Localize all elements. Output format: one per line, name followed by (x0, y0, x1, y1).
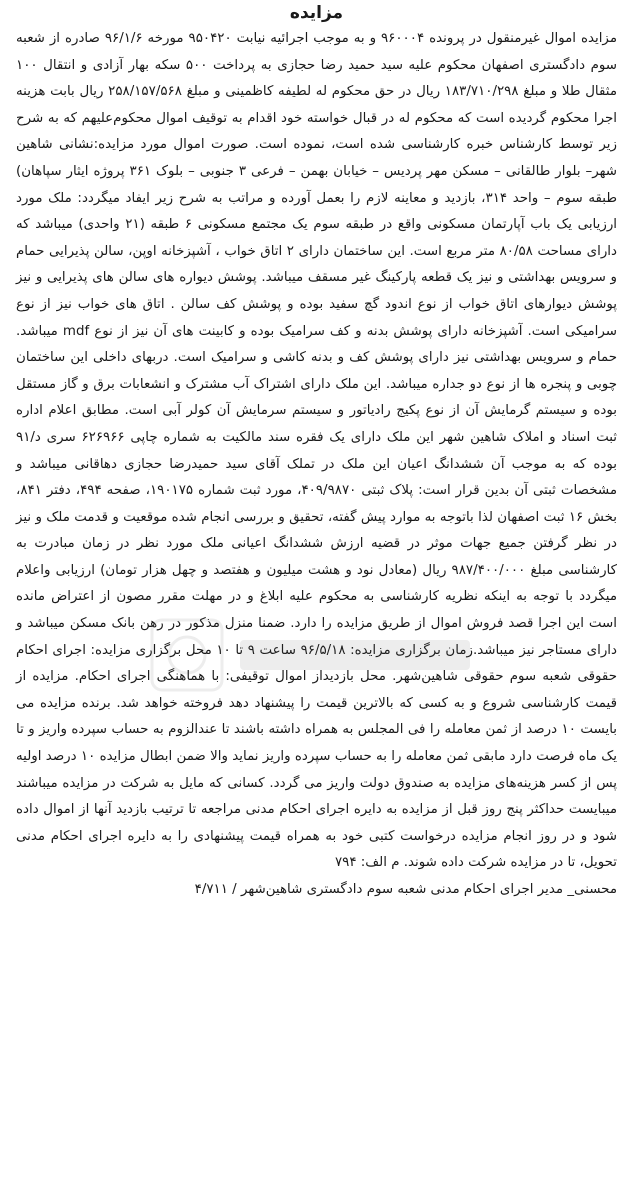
notice-title: مزایده (289, 3, 344, 23)
notice-signature: محسنی_ مدیر اجرای احکام مدنی شعبه سوم دادگستری شاهین‌شهر / ۴/۷۱۱ (194, 882, 617, 897)
notice-body: مزایده اموال غیرمنقول در پرونده ۹۶۰۰۰۴ و به موجب اجرائیه نیابت ۹۵۰۴۲۰ مورخه ۹۶/۱/۶ صادره از شعبه سوم دادگستری اصفهان محکوم علیه سید حمید رضا حجازی به پرداخت ۵۰۰ سکه بهار آزادی و انتقال ۱۰۰ مثقال طلا و مبلغ ۱۸۳/۷۱۰/۲۹۸ ریال در حق محکوم له لطیفه کاظمینی و مبلغ ۲۵۸/۱۵۷/۵۶۸ ریال بابت هزینه اجرا محکوم گردیده است که محکوم له در قبال خواسته خود اقدام به توقیف اموال محکوم‌علیهم که به شرح زیر توسط کارشناس خبره کارشناسی شده است، نموده است. صورت اموال مورد مزایده:نشانی شاهین شهر– بلوار طالقانی – مسکن مهر پردیس – خیابان بهمن – فرعی ۳ جنوبی – بلوک ۳۶۱ پروژه ایثار سپاهان) طبقه سوم – واحد ۳۱۴، بازدید و معاینه لازم را بعمل آورده و مراتب به شرح زیر ایفاد میگردد: ملک مورد ارزیابی یک باب آپارتمان مسکونی واقع در طبقه سوم یک مجتمع مسکونی ۶ طبقه (۲۱ واحدی) میباشد که دارای مساحت ۸۰/۵۸ متر مربع است. این ساختمان دارای ۲ اتاق خواب ، آشپزخانه اوپن، سالن پذیرایی حمام و سرویس بهداشتی و نیز یک قطعه پارکینگ غیر مسقف میباشد. پوشش دیواره های سالن های پذیرایی و نیز پوشش دیوارهای اتاق خواب از نوع اندود گچ سفید بوده و پوشش کف سالن . اتاق های خواب نیز از نوع سرامیکی است. آشپزخانه دارای پوشش بدنه و کف سرامیک بوده و کابینت های آن نیز از نوع mdf میباشد. حمام و سرویس بهداشتی نیز دارای پوشش کف و بدنه کاشی و سرامیک است. دربهای داخلی این ساختمان چوبی و پنجره ها از نوع دو جداره میباشد. این ملک دارای اشتراک آب مشترک و انشعابات برق و گاز مستقل بوده و سیستم گرمایش آن از نوع پکیج رادیاتور و سیستم سرمایش آن کولر آبی است. مطابق اعلام اداره ثبت اسناد و املاک شاهین شهر این ملک دارای یک فقره سند مالکیت به شماره چاپی ۶۲۶۹۶۶ سری د/۹۱ بوده که به موجب آن ششدانگ اعیان این ملک در تملک آقای سید حمیدرضا حجازی دهاقانی میباشد و مشخصات ثبتی آن بدین قرار است: پلاک ثبتی ۴۰۹/۹۸۷۰، مورد ثبت شماره ۱۹۰۱۷۵، صفحه ۴۹۴، دفتر ۸۴۱، بخش ۱۶ ثبت اصفهان لذا باتوجه به موارد پیش گفته، تحقیق و بررسی انجام شده موقعیت و قدمت ملک و نیز در نظر گرفتن جمیع جهات موثر در قضیه ارزش ششدانگ اعیانی ملک مورد نظر در زمان مبادرت به کارشناسی مبلغ ۹۸۷/۴۰۰/۰۰۰ ریال (معادل نود و هشت میلیون و هفتصد و چهل هزار تومان) ارزیابی واعلام میگردد با توجه به اینکه نظریه کارشناسی به محکوم علیه ابلاغ و در مهلت مقرر مصون از اعتراض مانده است این اجرا قصد فروش اموال از طریق مزایده را دارد. ضمنا منزل مذکور در رهن بانک مسکن میباشد و دارای مستاجر نیز میباشد.زمان برگزاری مزایده: ۹۶/۵/۱۸ ساعت ۹ تا ۱۰ محل برگزاری مزایده: اجرای احکام حقوقی شعبه سوم حقوقی شاهین‌شهر. محل بازدیداز اموال توقیفی: با هماهنگی اجرای احکام. مزایده از قیمت کارشناسی شروع و به کسی که بالاترین قیمت را پیشنهاد دهد فروخته خواهد شد. برنده مزایده می بایست ۱۰ درصد از ثمن معامله را فی المجلس به همراه داشته باشند تا عندالزوم به حساب سپرده واریز و تا یک ماه فرصت دارد مابقی ثمن معامله را به حساب سپرده واریز نماید والا ضمن ابطال مزایده ۱۰ درصد اولیه پس از کسر هزینه‌های مزایده به صندوق دولت واریز می گردد. کسانی که مایل به شرکت در مزایده میباشند میبایست حداکثر پنج روز قبل از مزایده به دایره اجرای احکام مدنی مراجعه تا ترتیب بازدید آنها از اموال داده شود و در روز انجام مزایده درخواست کتبی خود به همراه قیمت پیشنهادی را به دایره اجرای احکام مدنی تحویل، تا در مزایده شرکت داده شوند. م الف: ۷۹۴ (16, 31, 618, 871)
